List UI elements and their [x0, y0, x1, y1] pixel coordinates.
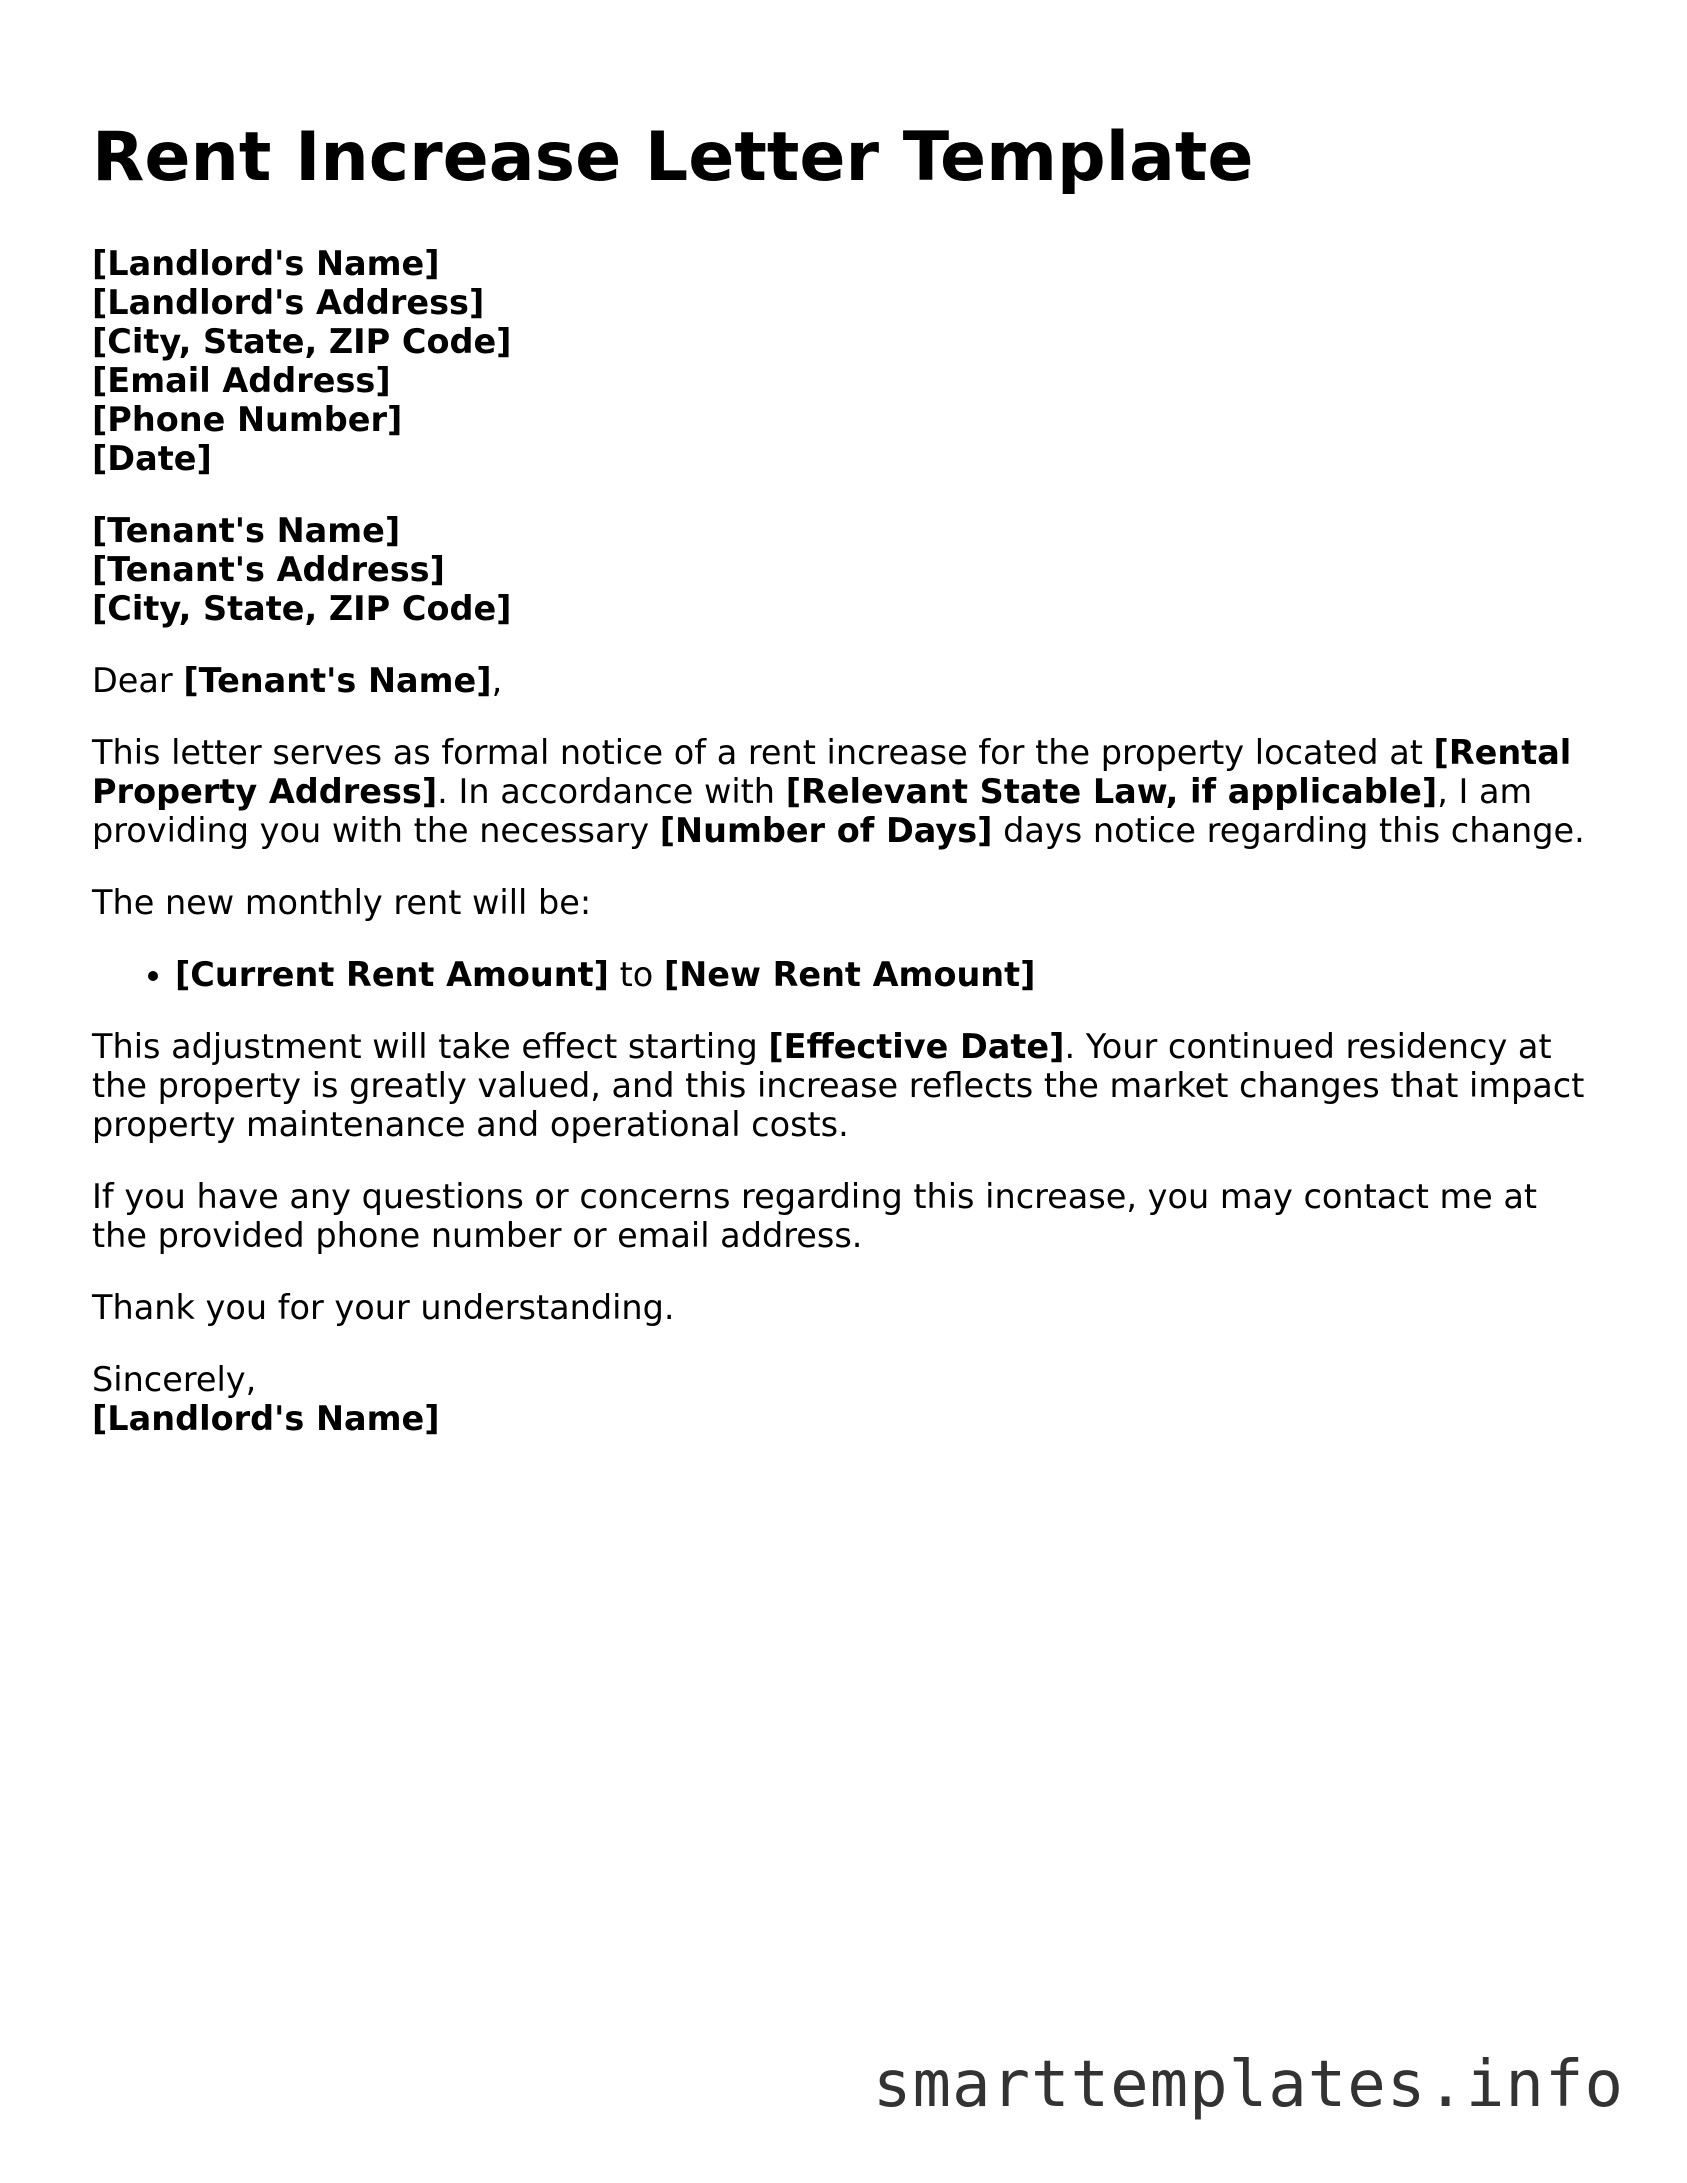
- effective-date: [Effective Date]: [768, 1027, 1065, 1066]
- list-item: [175, 955, 1592, 994]
- notice-text-4: days notice regarding this change.: [992, 811, 1585, 850]
- recipient-address: [Tenant's Address]: [92, 550, 445, 589]
- effective-paragraph: [92, 1027, 1592, 1144]
- page-title: Rent Increase Letter Template: [92, 118, 1254, 197]
- letter-date: [Date]: [92, 439, 212, 478]
- greeting-prefix: Dear: [92, 661, 184, 700]
- notice-text-2: . In accordance with: [437, 772, 786, 811]
- sender-city-state-zip: [City, State, ZIP Code]: [92, 322, 512, 361]
- closing-block: [92, 1360, 1592, 1438]
- sender-name: [Landlord's Name]: [92, 244, 440, 283]
- watermark: smarttemplates.info: [872, 2048, 1624, 2122]
- recipient-block: [92, 511, 1592, 628]
- thanks-paragraph: Thank you for your understanding.: [92, 1288, 675, 1327]
- recipient-city-state-zip: [City, State, ZIP Code]: [92, 589, 512, 628]
- notice-text-3: , I am providing you with the necessary: [92, 772, 1533, 850]
- valediction: Sincerely,: [92, 1360, 257, 1399]
- relevant-state-law: [Relevant State Law, if applicable]: [785, 772, 1438, 811]
- signature-name: [Landlord's Name]: [92, 1399, 440, 1438]
- letter-page: [92, 118, 1592, 1471]
- greeting-suffix: ,: [491, 661, 503, 700]
- recipient-name: [Tenant's Name]: [92, 511, 401, 550]
- effective-text-1: This adjustment will take effect starting: [92, 1027, 769, 1066]
- new-rent-amount: [New Rent Amount]: [663, 955, 1036, 994]
- greeting-name: [Tenant's Name]: [183, 661, 492, 700]
- greeting: [92, 661, 1592, 700]
- effective-text-2: . Your continued residency at the property is greatly valued, and this increase reflects the market changes that impact property maintenance and operational costs.: [92, 1027, 1585, 1144]
- rent-connector: to: [608, 955, 664, 994]
- rental-property-address: [Rental Property Address]: [92, 733, 1572, 811]
- sender-block: [92, 244, 1592, 478]
- sender-address: [Landlord's Address]: [92, 283, 485, 322]
- questions-paragraph: If you have any questions or concerns regarding this increase, you may contact me at the provided phone number or email address.: [92, 1177, 1538, 1255]
- sender-email: [Email Address]: [92, 361, 391, 400]
- notice-text-1: This letter serves as formal notice of a rent increase for the property located at: [92, 733, 1434, 772]
- rent-list: [92, 955, 1592, 994]
- notice-paragraph: [92, 733, 1592, 850]
- sender-phone: [Phone Number]: [92, 400, 403, 439]
- number-of-days: [Number of Days]: [659, 811, 993, 850]
- rent-intro: The new monthly rent will be:: [92, 883, 592, 922]
- current-rent-amount: [Current Rent Amount]: [175, 955, 609, 994]
